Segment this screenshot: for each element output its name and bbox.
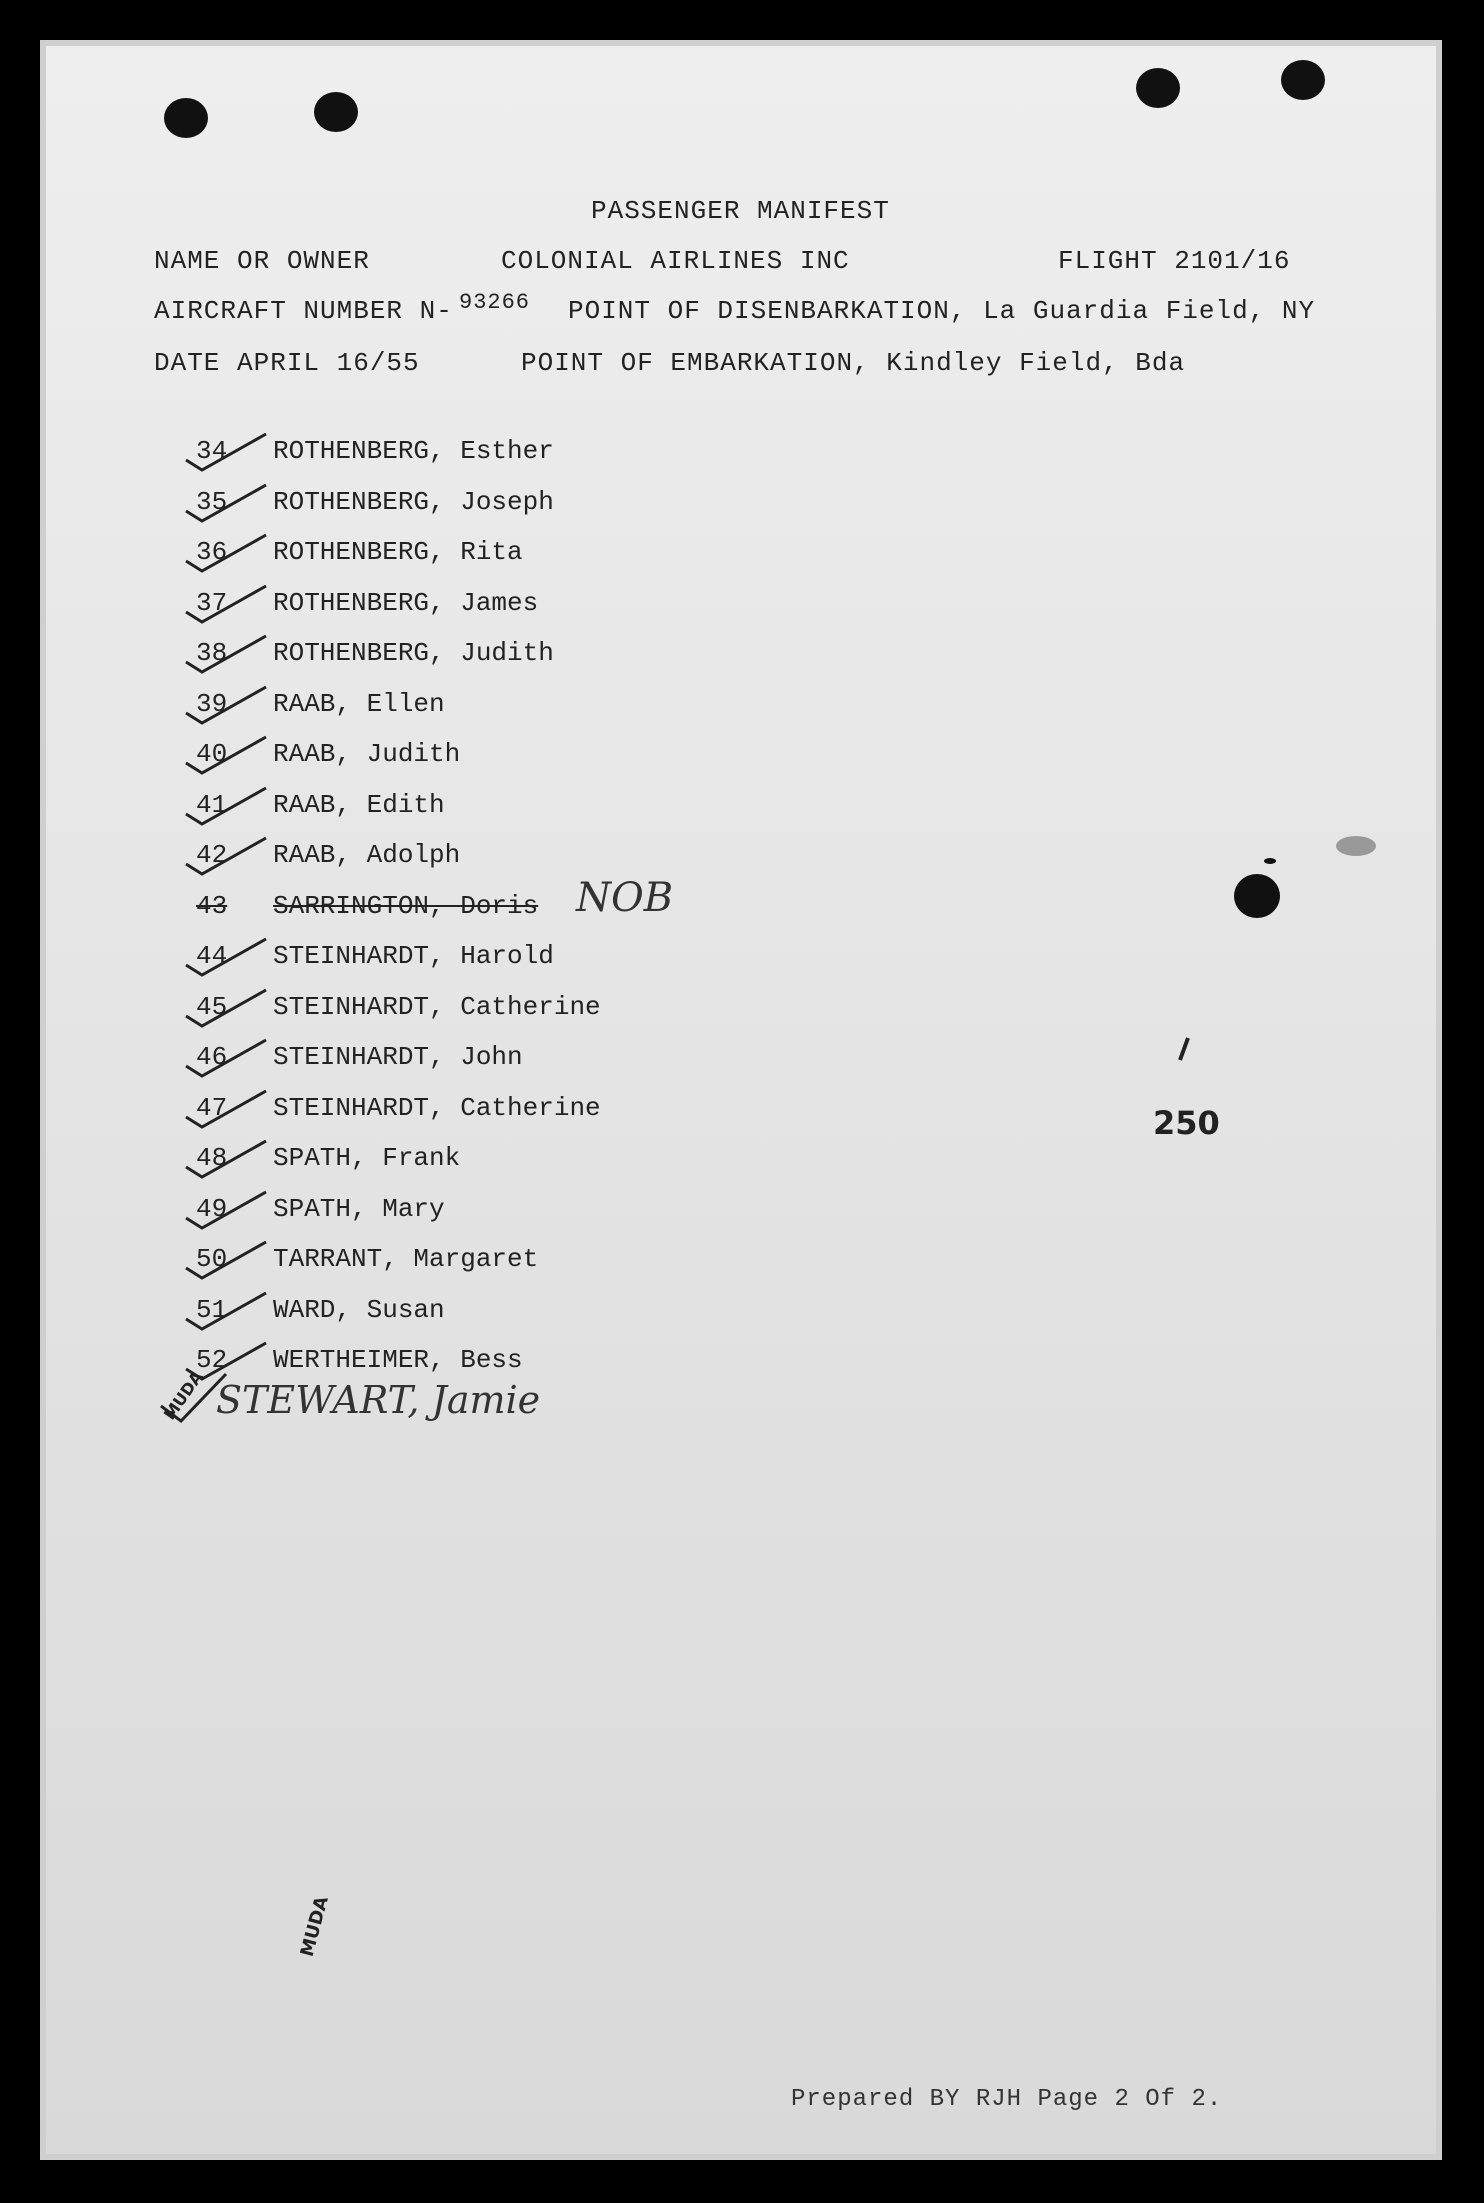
passenger-number: 43 bbox=[196, 890, 228, 921]
check-mark-icon bbox=[184, 1285, 274, 1335]
stamp-mark: MUDA bbox=[296, 1894, 333, 1959]
check-mark-icon bbox=[184, 1133, 274, 1183]
ink-blot bbox=[1336, 836, 1376, 856]
check-mark-icon bbox=[184, 679, 274, 729]
passenger-row bbox=[46, 1244, 1246, 1284]
aircraft-number: 93266 bbox=[459, 290, 531, 315]
check-mark-icon bbox=[184, 1083, 274, 1133]
passenger-row bbox=[46, 1042, 1246, 1082]
passenger-number: 38 bbox=[196, 638, 228, 668]
passenger-row bbox=[46, 1143, 1246, 1183]
footer-prepared-by: Prepared BY RJH Page 2 Of 2. bbox=[791, 2086, 1223, 2113]
passenger-number: 34 bbox=[196, 436, 228, 466]
handwritten-passenger: STEWART, Jamie bbox=[216, 1378, 541, 1422]
passenger-number: 51 bbox=[196, 1294, 228, 1325]
check-mark-icon bbox=[184, 1234, 274, 1284]
check-mark-icon bbox=[184, 477, 274, 527]
manifest-page bbox=[40, 40, 1442, 2160]
passenger-number: 35 bbox=[196, 486, 228, 517]
passenger-name: ROTHENBERG, Judith bbox=[273, 638, 554, 668]
passenger-row bbox=[46, 588, 1246, 628]
check-mark-icon bbox=[184, 1184, 274, 1234]
check-mark-icon bbox=[184, 982, 274, 1032]
passenger-row bbox=[46, 941, 1246, 981]
passenger-name: STEINHARDT, John bbox=[273, 1042, 523, 1072]
passenger-row bbox=[46, 1295, 1246, 1335]
passenger-name: RAAB, Judith bbox=[273, 739, 461, 769]
ink-blot bbox=[1264, 858, 1276, 864]
stamp-mark: MUDA bbox=[159, 1367, 207, 1424]
passenger-row bbox=[46, 638, 1246, 678]
check-mark-icon bbox=[184, 830, 274, 880]
passenger-number: 45 bbox=[196, 991, 228, 1022]
passenger-row bbox=[46, 1194, 1246, 1234]
check-mark-icon bbox=[184, 426, 274, 476]
check-mark-icon bbox=[184, 780, 274, 830]
handwritten-annotation: NOB bbox=[576, 874, 674, 921]
punch-hole bbox=[1281, 60, 1325, 100]
passenger-row bbox=[46, 537, 1246, 577]
passenger-name: SPATH, Frank bbox=[273, 1143, 461, 1173]
passenger-number: 52 bbox=[196, 1345, 228, 1375]
check-mark-icon bbox=[184, 578, 274, 628]
passenger-name: RAAB, Edith bbox=[273, 789, 445, 820]
passenger-row bbox=[46, 790, 1246, 830]
passenger-number: 50 bbox=[196, 1244, 228, 1274]
passenger-name: STEINHARDT, Harold bbox=[273, 941, 554, 971]
flight-date: DATE APRIL 16/55 bbox=[154, 348, 420, 378]
check-mark-icon bbox=[184, 628, 274, 678]
page-title: PASSENGER MANIFEST bbox=[591, 196, 890, 226]
disembarkation-point: POINT OF DISENBARKATION, La Guardia Field, NY bbox=[568, 296, 1316, 326]
ink-blot bbox=[1234, 874, 1280, 918]
passenger-name: STEINHARDT, Catherine bbox=[273, 1092, 601, 1123]
passenger-name: ROTHENBERG, Esther bbox=[273, 436, 554, 466]
passenger-number: 36 bbox=[196, 537, 228, 567]
punch-hole bbox=[164, 98, 208, 138]
punch-hole bbox=[314, 92, 358, 132]
passenger-row bbox=[46, 487, 1246, 527]
passenger-row bbox=[46, 1093, 1246, 1133]
passenger-row bbox=[46, 992, 1246, 1032]
passenger-number: 42 bbox=[196, 840, 228, 870]
embarkation-point: POINT OF EMBARKATION, Kindley Field, Bda bbox=[521, 348, 1186, 378]
passenger-name: STEINHARDT, Catherine bbox=[273, 991, 601, 1022]
passenger-number: 46 bbox=[196, 1042, 228, 1072]
passenger-name: TARRANT, Margaret bbox=[273, 1244, 539, 1274]
ink-stroke bbox=[1174, 1036, 1194, 1066]
passenger-name: SARRINGTON, Doris bbox=[273, 890, 539, 921]
check-mark-icon bbox=[184, 931, 274, 981]
passenger-number: 37 bbox=[196, 587, 228, 618]
passenger-number: 48 bbox=[196, 1143, 228, 1173]
check-mark-icon bbox=[184, 729, 274, 779]
passenger-name: ROTHENBERG, James bbox=[273, 587, 539, 618]
margin-number: 250 bbox=[1153, 1104, 1220, 1142]
passenger-name: ROTHENBERG, Rita bbox=[273, 537, 523, 567]
punch-hole bbox=[1136, 68, 1180, 108]
check-mark-icon bbox=[184, 1032, 274, 1082]
passenger-name: RAAB, Adolph bbox=[273, 840, 461, 870]
check-mark-icon bbox=[184, 527, 274, 577]
passenger-name: ROTHENBERG, Joseph bbox=[273, 486, 554, 517]
flight-number: FLIGHT 2101/16 bbox=[1058, 246, 1291, 276]
passenger-name: WARD, Susan bbox=[273, 1294, 445, 1325]
owner-label: NAME OR OWNER bbox=[154, 246, 370, 276]
passenger-row bbox=[46, 739, 1246, 779]
passenger-name: WERTHEIMER, Bess bbox=[273, 1345, 523, 1375]
passenger-number: 47 bbox=[196, 1092, 228, 1123]
passenger-name: RAAB, Ellen bbox=[273, 688, 445, 719]
passenger-row bbox=[46, 436, 1246, 476]
owner-value: COLONIAL AIRLINES INC bbox=[501, 246, 850, 276]
aircraft-label: AIRCRAFT NUMBER N- bbox=[154, 296, 453, 326]
passenger-number: 41 bbox=[196, 789, 228, 820]
passenger-number: 49 bbox=[196, 1193, 228, 1224]
passenger-number: 40 bbox=[196, 739, 228, 769]
passenger-number: 44 bbox=[196, 941, 228, 971]
passenger-name: SPATH, Mary bbox=[273, 1193, 445, 1224]
passenger-row bbox=[46, 874, 1246, 931]
passenger-row bbox=[46, 689, 1246, 729]
passenger-number: 39 bbox=[196, 688, 228, 719]
